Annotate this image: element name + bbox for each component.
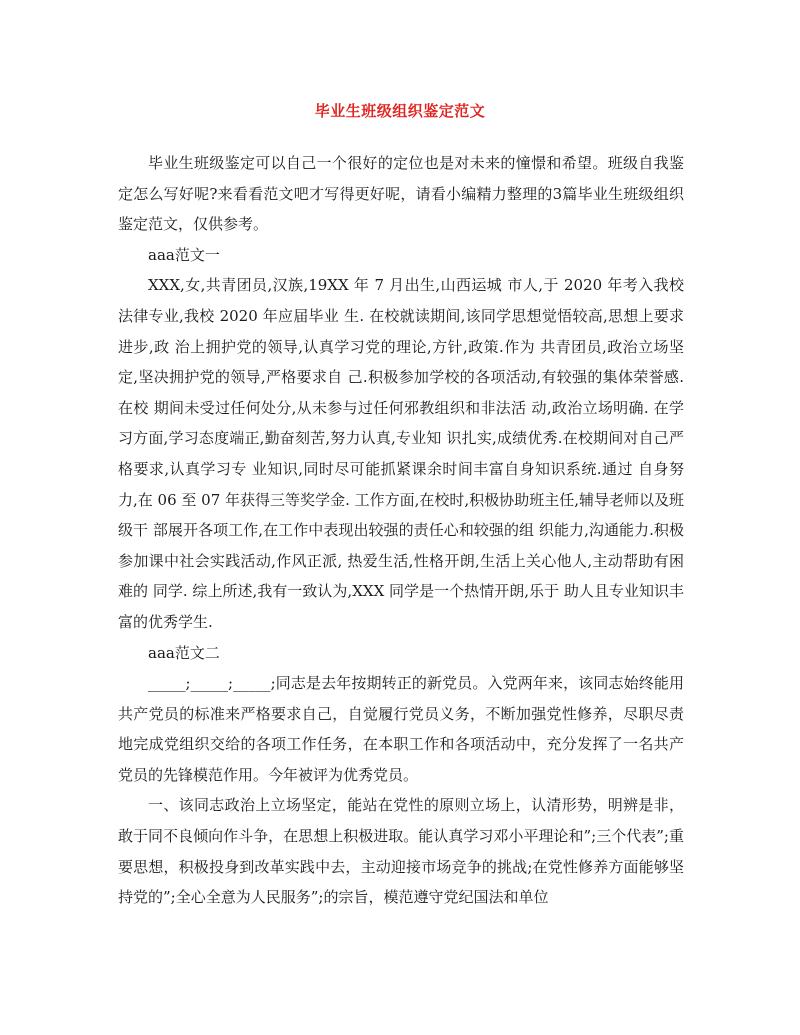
section-1-paragraph: XXX,女,共青团员,汉族,19XX 年 7 月出生,山西运城 市人,于 2020 年考入我校法律专业,我校 2020 年应届毕业 生. 在校就读期间,该同学思想觉悟较高,思想上要求进步,政 治上拥护党的领导,认真学习党的理论,方针,政策.作为 共青团员,政治立场坚定,坚决拥护党的领导,严格要求自 己.积极参加学校的各项活动,有较强的集体荣誉感.在校 期间未受过任何处分,从未参与过任何邪教组织和非法活 动,政治立场明确. 在学习方面,学习态度端正,勤奋刻苦,努力认真,专业知 识扎实,成绩优秀.在校期间对自己严格要求,认真学习专 业知识,同时尽可能抓紧课余时间丰富自身知识系统.通过 自身努力,在 06 至 07 年获得三等奖学金. 工作方面,在校时,积极协助班主任,辅导老师以及班级干 部展开各项工作,在工作中表现出较强的责任心和较强的组 织能力,沟通能力.积极参加课中社会实践活动,作风正派, 热爱生活,性格开朗,生活上关心他人,主动帮助有困难的 同学. 综上所述,我有一致认为,XXX 同学是一个热情开朗,乐于 助人且专业知识丰富的优秀学生. [118, 276, 684, 631]
section-heading-1: aaa范文一 [148, 245, 220, 264]
intro-paragraph: 毕业生班级鉴定可以自己一个很好的定位也是对未来的憧憬和希望。班级自我鉴定怎么写好呢?来看看范文吧才写得更好呢，请看小编精力整理的3篇毕业生班级组织鉴定范文，仅供参考。 [118, 154, 684, 234]
document-title: 毕业生班级组织鉴定范文 [314, 102, 486, 120]
section-heading-2: aaa范文二 [148, 643, 220, 662]
section-2-paragraph: _____;_____;_____;同志是去年按期转正的新党员。入党两年来，该同志始终能用共产党员的标准来严格要求自己，自觉履行党员义务，不断加强党性修养，尽职尽责地完成党组织交给的各项工作任务，在本职工作和各项活动中，充分发挥了一名共产党员的先锋模范作用。今年被评为优秀党员。 [118, 674, 684, 784]
section-2-point-1: 一、该同志政治上立场坚定，能站在党性的原则立场上，认清形势，明辨是非，敢于同不良倾向作斗争，在思想上积极进取。能认真学习邓小平理论和”;三个代表”;重要思想，积极投身到改革实践中去，主动迎接市场竞争的挑战;在党性修养方面能够坚持党的”;全心全意为人民服务”;的宗旨，模范遵守党纪国法和单位 [118, 796, 684, 907]
document-body [118, 148, 684, 913]
